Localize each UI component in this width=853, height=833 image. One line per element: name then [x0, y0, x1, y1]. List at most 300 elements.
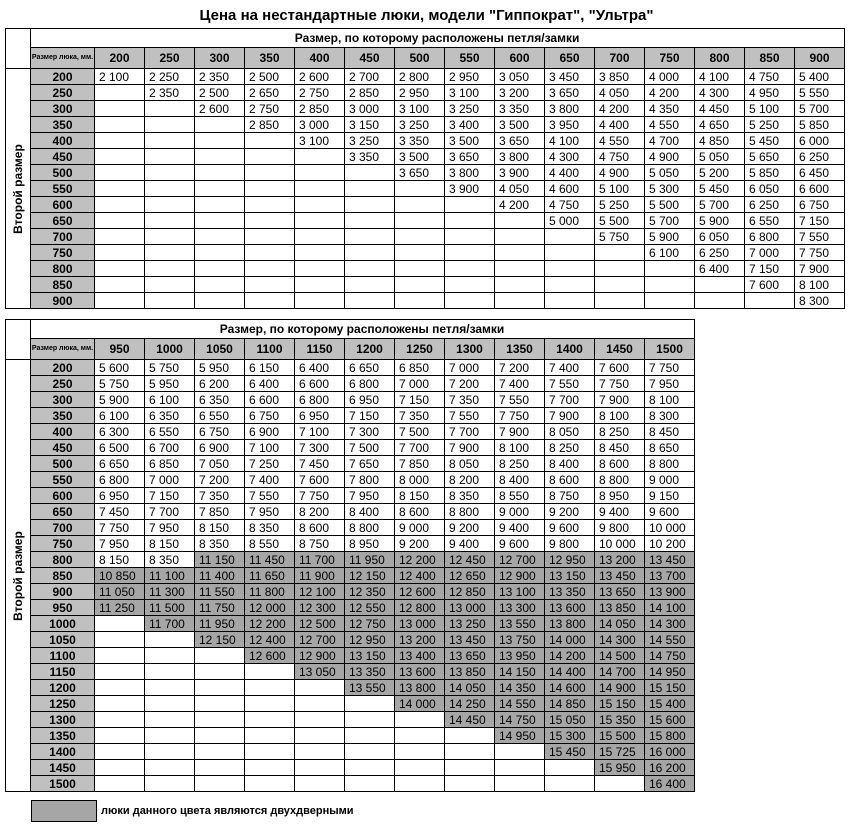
price-cell [495, 277, 545, 293]
price-cell: 12 600 [395, 584, 445, 600]
price-cell: 6 650 [95, 456, 145, 472]
price-cell: 6 200 [195, 376, 245, 392]
price-cell [445, 760, 495, 776]
price-cell: 7 000 [395, 376, 445, 392]
price-cell [195, 117, 245, 133]
price-cell: 3 500 [495, 117, 545, 133]
price-cell: 3 100 [395, 101, 445, 117]
price-cell: 7 600 [295, 472, 345, 488]
price-cell: 7 150 [145, 488, 195, 504]
price-cell: 4 400 [595, 117, 645, 133]
table-corner [6, 320, 31, 360]
row-header: 600 [31, 488, 95, 504]
price-cell: 8 600 [295, 520, 345, 536]
row-header: 800 [31, 552, 95, 568]
price-cell: 8 600 [595, 456, 645, 472]
table-row [6, 536, 695, 552]
price-cell: 3 650 [495, 133, 545, 149]
table-row [6, 728, 695, 744]
row-header: 250 [31, 85, 95, 101]
price-cell: 7 150 [345, 408, 395, 424]
price-cell: 8 150 [195, 520, 245, 536]
price-cell [145, 744, 195, 760]
price-cell: 15 400 [645, 696, 695, 712]
price-cell: 3 250 [345, 133, 395, 149]
price-cell [95, 277, 145, 293]
price-cell: 11 950 [195, 616, 245, 632]
price-cell [345, 245, 395, 261]
price-cell: 4 950 [745, 85, 795, 101]
price-cell: 9 800 [545, 536, 595, 552]
price-cell [295, 181, 345, 197]
price-cell [495, 213, 545, 229]
price-cell: 8 100 [795, 277, 845, 293]
price-cell: 3 100 [295, 133, 345, 149]
price-cell: 12 350 [345, 584, 395, 600]
price-cell: 13 750 [495, 632, 545, 648]
table-row [6, 488, 695, 504]
price-cell [445, 213, 495, 229]
price-cell [145, 664, 195, 680]
price-cell: 12 200 [245, 616, 295, 632]
price-cell [195, 181, 245, 197]
price-cell: 5 850 [745, 165, 795, 181]
price-cell: 13 350 [345, 664, 395, 680]
price-cell: 8 200 [445, 472, 495, 488]
table-row [6, 85, 845, 101]
price-cell: 7 650 [345, 456, 395, 472]
price-cell: 2 800 [395, 69, 445, 85]
price-cell: 8 250 [595, 424, 645, 440]
table-row [6, 568, 695, 584]
price-cell [195, 744, 245, 760]
price-cell: 3 350 [495, 101, 545, 117]
price-cell: 5 850 [795, 117, 845, 133]
price-cell: 2 350 [195, 69, 245, 85]
price-cell [245, 245, 295, 261]
row-header: 1050 [31, 632, 95, 648]
row-header: 950 [31, 600, 95, 616]
price-cell: 5 700 [645, 213, 695, 229]
column-header: 950 [95, 339, 145, 360]
price-cell [645, 261, 695, 277]
price-cell [145, 648, 195, 664]
price-cell: 4 050 [595, 85, 645, 101]
row-header: 1250 [31, 696, 95, 712]
price-cell: 5 900 [695, 213, 745, 229]
price-cell: 4 400 [545, 165, 595, 181]
price-cell [645, 277, 695, 293]
price-cell: 6 950 [95, 488, 145, 504]
price-cell: 5 600 [95, 360, 145, 376]
price-cell [95, 165, 145, 181]
price-cell [495, 229, 545, 245]
row-header: 450 [31, 440, 95, 456]
price-cell: 11 950 [345, 552, 395, 568]
price-cell: 7 700 [145, 504, 195, 520]
price-cell [195, 712, 245, 728]
price-cell [195, 133, 245, 149]
price-cell: 3 350 [345, 149, 395, 165]
price-cell: 11 250 [95, 600, 145, 616]
price-cell: 13 950 [495, 648, 545, 664]
price-cell [445, 293, 495, 309]
price-cell: 8 650 [645, 440, 695, 456]
price-cell: 8 600 [545, 472, 595, 488]
price-cell: 3 800 [495, 149, 545, 165]
price-cell: 10 000 [595, 536, 645, 552]
price-cell: 3 800 [445, 165, 495, 181]
table-row [6, 584, 695, 600]
price-cell [245, 229, 295, 245]
price-cell: 3 450 [545, 69, 595, 85]
price-cell [145, 213, 195, 229]
row-header: 250 [31, 376, 95, 392]
price-cell: 2 600 [195, 101, 245, 117]
price-cell: 13 850 [445, 664, 495, 680]
table-row [6, 392, 695, 408]
row-header: 1500 [31, 776, 95, 792]
price-cell: 6 600 [295, 376, 345, 392]
price-cell [295, 744, 345, 760]
price-cell: 6 050 [695, 229, 745, 245]
price-cell: 11 500 [145, 600, 195, 616]
price-cell: 13 700 [645, 568, 695, 584]
price-cell: 7 600 [745, 277, 795, 293]
price-cell: 14 700 [595, 664, 645, 680]
price-cell [145, 760, 195, 776]
table-row [6, 776, 695, 792]
price-cell: 7 550 [795, 229, 845, 245]
row-header: 1000 [31, 616, 95, 632]
row-header: 300 [31, 101, 95, 117]
price-cell [495, 760, 545, 776]
price-cell: 6 250 [795, 149, 845, 165]
table-row [6, 552, 695, 568]
price-cell: 8 050 [545, 424, 595, 440]
price-cell [295, 149, 345, 165]
price-cell [95, 712, 145, 728]
row-header: 900 [31, 584, 95, 600]
price-cell: 12 500 [295, 616, 345, 632]
price-cell: 13 650 [595, 584, 645, 600]
price-cell: 13 550 [495, 616, 545, 632]
price-cell: 7 400 [495, 376, 545, 392]
price-cell [195, 760, 245, 776]
price-cell: 7 200 [495, 360, 545, 376]
price-cell: 6 900 [195, 440, 245, 456]
price-cell [295, 197, 345, 213]
price-cell: 7 550 [495, 392, 545, 408]
column-header: 1150 [295, 339, 345, 360]
price-cell: 2 850 [345, 85, 395, 101]
price-cell: 12 100 [295, 584, 345, 600]
price-cell: 5 400 [795, 69, 845, 85]
price-cell [195, 213, 245, 229]
table-row [6, 712, 695, 728]
price-cell: 6 400 [695, 261, 745, 277]
price-cell: 4 200 [595, 101, 645, 117]
price-cell: 3 050 [495, 69, 545, 85]
price-cell: 13 800 [545, 616, 595, 632]
price-cell: 12 400 [395, 568, 445, 584]
column-header: 850 [745, 48, 795, 69]
price-cell: 6 050 [745, 181, 795, 197]
price-cell: 7 150 [395, 392, 445, 408]
price-cell: 7 550 [545, 376, 595, 392]
price-cell: 14 750 [645, 648, 695, 664]
price-cell: 14 850 [545, 696, 595, 712]
price-cell [545, 293, 595, 309]
price-cell: 5 300 [645, 181, 695, 197]
price-cell [545, 277, 595, 293]
price-cell: 12 950 [345, 632, 395, 648]
price-cell: 2 350 [145, 85, 195, 101]
price-cell: 5 050 [645, 165, 695, 181]
price-cell: 9 000 [495, 504, 545, 520]
price-cell: 11 400 [195, 568, 245, 584]
price-cell: 2 100 [95, 69, 145, 85]
price-cell: 4 750 [745, 69, 795, 85]
price-cell [145, 133, 195, 149]
price-cell: 11 450 [245, 552, 295, 568]
price-cell: 16 000 [645, 744, 695, 760]
price-cell: 3 900 [495, 165, 545, 181]
price-cell: 8 150 [395, 488, 445, 504]
price-cell [345, 712, 395, 728]
price-cell: 14 550 [645, 632, 695, 648]
price-cell: 14 450 [445, 712, 495, 728]
column-header: 250 [145, 48, 195, 69]
price-cell [295, 165, 345, 181]
price-cell: 15 450 [545, 744, 595, 760]
price-cell: 7 300 [295, 440, 345, 456]
row-header: 750 [31, 245, 95, 261]
price-cell [145, 197, 195, 213]
price-cell [245, 261, 295, 277]
price-cell: 7 700 [445, 424, 495, 440]
price-cell: 7 750 [295, 488, 345, 504]
price-cell [345, 197, 395, 213]
price-cell [95, 181, 145, 197]
price-cell: 16 400 [645, 776, 695, 792]
price-cell [95, 197, 145, 213]
price-cell: 7 900 [795, 261, 845, 277]
price-cell: 2 850 [245, 117, 295, 133]
price-cell [145, 680, 195, 696]
price-cell: 12 300 [295, 600, 345, 616]
price-cell [395, 181, 445, 197]
price-cell: 13 850 [595, 600, 645, 616]
price-cell: 12 700 [495, 552, 545, 568]
price-cell: 15 725 [595, 744, 645, 760]
price-cell [345, 760, 395, 776]
price-cell [245, 213, 295, 229]
price-cell [345, 229, 395, 245]
price-cell: 13 250 [445, 616, 495, 632]
price-cell [195, 245, 245, 261]
price-cell [245, 197, 295, 213]
price-cell [245, 760, 295, 776]
price-cell [145, 149, 195, 165]
price-cell: 15 150 [645, 680, 695, 696]
row-header: 700 [31, 229, 95, 245]
price-cell [195, 229, 245, 245]
price-cell [95, 229, 145, 245]
price-cell [95, 149, 145, 165]
price-cell: 7 950 [95, 536, 145, 552]
price-cell: 5 650 [745, 149, 795, 165]
price-cell [95, 616, 145, 632]
price-cell: 14 000 [545, 632, 595, 648]
price-cell [295, 261, 345, 277]
price-cell: 7 000 [145, 472, 195, 488]
price-cell: 6 100 [145, 392, 195, 408]
price-cell: 5 750 [95, 376, 145, 392]
price-cell: 13 450 [595, 568, 645, 584]
price-cell [195, 277, 245, 293]
price-cell: 5 550 [795, 85, 845, 101]
price-cell: 14 150 [495, 664, 545, 680]
price-cell [145, 776, 195, 792]
table-row [6, 632, 695, 648]
price-cell: 7 150 [745, 261, 795, 277]
row-header: 700 [31, 520, 95, 536]
price-cell: 6 550 [195, 408, 245, 424]
price-cell [295, 760, 345, 776]
price-cell: 7 750 [95, 520, 145, 536]
price-cell: 8 450 [645, 424, 695, 440]
price-cell: 6 750 [795, 197, 845, 213]
price-cell: 11 800 [245, 584, 295, 600]
price-cell [145, 293, 195, 309]
price-cell: 11 750 [195, 600, 245, 616]
price-cell: 10 850 [95, 568, 145, 584]
price-cell [95, 696, 145, 712]
price-cell: 12 750 [345, 616, 395, 632]
price-cell: 8 300 [645, 408, 695, 424]
price-cell: 6 250 [745, 197, 795, 213]
table-row [6, 261, 845, 277]
price-cell: 11 100 [145, 568, 195, 584]
price-cell: 6 100 [645, 245, 695, 261]
price-cell: 4 750 [545, 197, 595, 213]
row-header: 1200 [31, 680, 95, 696]
price-cell: 9 200 [395, 536, 445, 552]
price-cell: 12 400 [245, 632, 295, 648]
price-cell: 3 850 [595, 69, 645, 85]
price-cell [245, 133, 295, 149]
price-cell [595, 277, 645, 293]
price-cell: 7 050 [195, 456, 245, 472]
price-cell: 9 150 [645, 488, 695, 504]
price-cell [395, 760, 445, 776]
price-cell: 4 550 [595, 133, 645, 149]
price-cell: 7 350 [195, 488, 245, 504]
price-cell [145, 181, 195, 197]
price-cell: 6 550 [745, 213, 795, 229]
price-cell [95, 213, 145, 229]
price-cell: 12 650 [445, 568, 495, 584]
row-header: 550 [31, 181, 95, 197]
price-cell: 3 900 [445, 181, 495, 197]
row-header: 350 [31, 117, 95, 133]
price-cell: 5 950 [145, 376, 195, 392]
price-cell: 3 200 [495, 85, 545, 101]
price-cell [345, 181, 395, 197]
price-cell: 4 200 [495, 197, 545, 213]
price-cell [395, 776, 445, 792]
price-cell: 5 050 [695, 149, 745, 165]
price-cell [95, 728, 145, 744]
price-cell: 7 000 [445, 360, 495, 376]
price-cell [195, 197, 245, 213]
row-header: 850 [31, 277, 95, 293]
price-cell: 3 650 [395, 165, 445, 181]
price-cell: 4 850 [695, 133, 745, 149]
price-cell [395, 245, 445, 261]
row-header: 1350 [31, 728, 95, 744]
price-cell [395, 728, 445, 744]
price-cell [395, 293, 445, 309]
price-cell [745, 293, 795, 309]
price-cell [95, 648, 145, 664]
table-row [6, 149, 845, 165]
price-cell [695, 277, 745, 293]
price-cell: 3 100 [445, 85, 495, 101]
price-cell [245, 293, 295, 309]
price-cell [95, 632, 145, 648]
column-header: 500 [395, 48, 445, 69]
price-cell: 7 100 [295, 424, 345, 440]
price-cell [345, 696, 395, 712]
price-cell: 8 400 [345, 504, 395, 520]
price-cell [245, 680, 295, 696]
price-cell [195, 293, 245, 309]
price-cell: 8 800 [645, 456, 695, 472]
price-cell [395, 712, 445, 728]
price-cell: 8 750 [295, 536, 345, 552]
price-cell [145, 712, 195, 728]
price-cell: 13 000 [395, 616, 445, 632]
price-cell: 5 250 [595, 197, 645, 213]
price-cell [345, 744, 395, 760]
price-cell [95, 760, 145, 776]
price-cell: 14 950 [645, 664, 695, 680]
price-cell: 7 000 [745, 245, 795, 261]
price-cell: 14 200 [545, 648, 595, 664]
column-header: 1350 [495, 339, 545, 360]
price-cell: 14 350 [495, 680, 545, 696]
price-cell: 7 850 [195, 504, 245, 520]
price-cell [95, 776, 145, 792]
price-cell: 8 750 [545, 488, 595, 504]
price-cell [295, 728, 345, 744]
price-cell [195, 776, 245, 792]
price-cell: 8 100 [495, 440, 545, 456]
price-cell: 14 300 [595, 632, 645, 648]
price-cell: 2 750 [295, 85, 345, 101]
table-row [6, 197, 845, 213]
price-cell: 6 400 [295, 360, 345, 376]
price-cell: 8 950 [345, 536, 395, 552]
price-cell: 4 550 [645, 117, 695, 133]
price-cell [145, 632, 195, 648]
price-cell: 5 450 [695, 181, 745, 197]
price-cell [495, 245, 545, 261]
price-cell: 7 900 [495, 424, 545, 440]
price-cell: 13 200 [395, 632, 445, 648]
